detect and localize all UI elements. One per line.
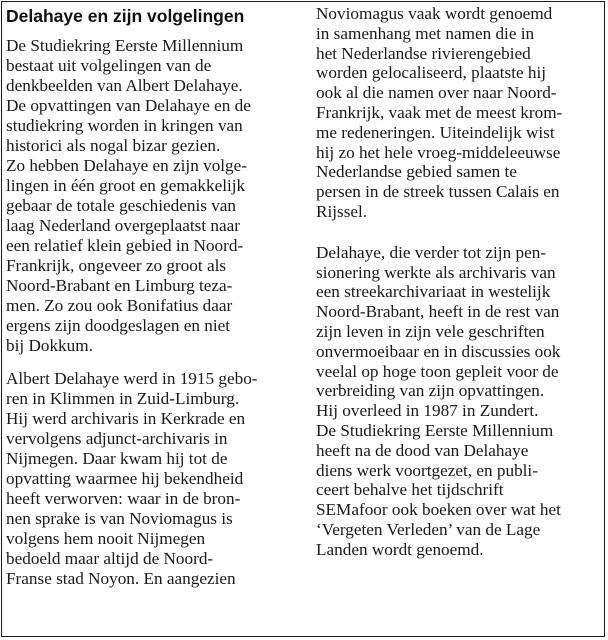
text-line: nen sprake is van Noviomagus is bbox=[6, 509, 233, 528]
text-line: ‘Vergeten Verleden’ van de Lage bbox=[316, 519, 541, 539]
text-line: me redeneringen. Uiteindelijk wist bbox=[316, 122, 555, 142]
text-line: Hij werd archivaris in Kerkrade en bbox=[6, 409, 246, 428]
right-column bbox=[316, 2, 602, 560]
text-line: Delahaye, die verder tot zijn pen- bbox=[316, 242, 547, 262]
text-line: bedoeld maar altijd de Noord- bbox=[6, 549, 214, 568]
text-line: veelal op hoge toon gepleit voor de bbox=[316, 361, 559, 381]
text-line: Nijmegen. Daar kwam hij tot de bbox=[6, 449, 228, 468]
text-line: zijn leven in zijn vele geschriften bbox=[316, 321, 545, 341]
text-line: gebaar de totale geschiedenis van bbox=[6, 196, 237, 215]
text-line: in samenhang met namen die in bbox=[316, 23, 535, 43]
text-line: bij Dokkum. bbox=[6, 336, 93, 355]
text-line: Franse stad Noyon. En aangezien bbox=[6, 569, 236, 588]
text-line: worden gelocaliseerd, plaatste hij bbox=[316, 63, 547, 83]
text-line: vervolgens adjunct-archivaris in bbox=[6, 429, 228, 448]
text-line: denkbeelden van Albert Delahaye. bbox=[6, 76, 243, 95]
text-line: Noviomagus vaak wordt genoemd bbox=[316, 4, 553, 23]
text-line: Nederlandse gebied samen te bbox=[316, 162, 517, 182]
text-line: ergens zijn doodgeslagen en niet bbox=[6, 316, 231, 335]
text-line: persen in de streek tussen Calais en bbox=[316, 182, 560, 202]
text-line: historici als nogal bizar gezien. bbox=[6, 136, 221, 155]
text-line: Noord-Brabant, heeft in de rest van bbox=[316, 302, 560, 322]
text-line: SEMafoor ook boeken over wat het bbox=[316, 500, 561, 520]
text-line: heeft na de dood van Delahaye bbox=[316, 440, 529, 460]
text-line: volgens hem nooit Nijmegen bbox=[6, 529, 206, 548]
text-line: sionering werkte als archivaris van bbox=[316, 262, 556, 282]
text-line: bestaat uit volgelingen van de bbox=[6, 56, 212, 75]
text-line: het Nederlandse rivierengebied bbox=[316, 43, 531, 63]
text-line: Frankrijk, ongeveer zo groot als bbox=[6, 256, 227, 275]
text-line: De Studiekring Eerste Millennium bbox=[316, 420, 554, 440]
text-line: diens werk voortgezet, en publi- bbox=[316, 460, 538, 480]
text-line: Zo hebben Delahaye en zijn volge- bbox=[6, 156, 248, 175]
text-line: studiekring worden in kringen van bbox=[6, 116, 243, 135]
text-line: Hij overleed in 1987 in Zundert. bbox=[316, 401, 539, 421]
text-line: Noord-Brabant en Limburg teza- bbox=[6, 276, 233, 295]
text-line: onvermoeibaar en in discussies ook bbox=[316, 341, 561, 361]
text-line: ren in Klimmen in Zuid-Limburg. bbox=[6, 389, 240, 408]
text-line: men. Zo zou ook Bonifatius daar bbox=[6, 296, 233, 315]
article-frame bbox=[1, 1, 605, 637]
text-line: Albert Delahaye werd in 1915 gebo- bbox=[6, 369, 258, 388]
left-column bbox=[6, 2, 302, 589]
text-line: verbreiding van zijn opvattingen. bbox=[316, 381, 545, 401]
text-line: ook al die namen over naar Noord- bbox=[316, 83, 557, 103]
paragraph-4 bbox=[316, 243, 602, 560]
text-line: De Studiekring Eerste Millennium bbox=[6, 36, 244, 55]
text-line: lingen in één groot en gemakkelijk bbox=[6, 176, 246, 195]
text-line: Landen wordt genoemd. bbox=[316, 539, 484, 559]
text-line: een relatief klein gebied in Noord- bbox=[6, 236, 244, 255]
text-line: heeft verworven: waar in de bron- bbox=[6, 489, 241, 508]
paragraph-3 bbox=[316, 4, 602, 222]
text-line: ceert behalve het tijdschrift bbox=[316, 480, 504, 500]
text-line: laag Nederland overgeplaatst naar bbox=[6, 216, 240, 235]
text-line: opvatting waarmee hij bekendheid bbox=[6, 469, 244, 488]
paragraph-2 bbox=[6, 369, 302, 589]
text-line: Frankrijk, vaak met de meest krom- bbox=[316, 102, 563, 122]
article-title: Delahaye en zijn volgelingen bbox=[6, 6, 245, 26]
text-line: Rijssel. bbox=[316, 201, 368, 221]
paragraph-1 bbox=[6, 36, 302, 356]
text-line: een streekarchivariaat in westelijk bbox=[316, 282, 551, 302]
text-line: De opvattingen van Delahaye en de bbox=[6, 96, 251, 115]
text-line: hij zo het hele vroeg-middeleeuwse bbox=[316, 142, 561, 162]
